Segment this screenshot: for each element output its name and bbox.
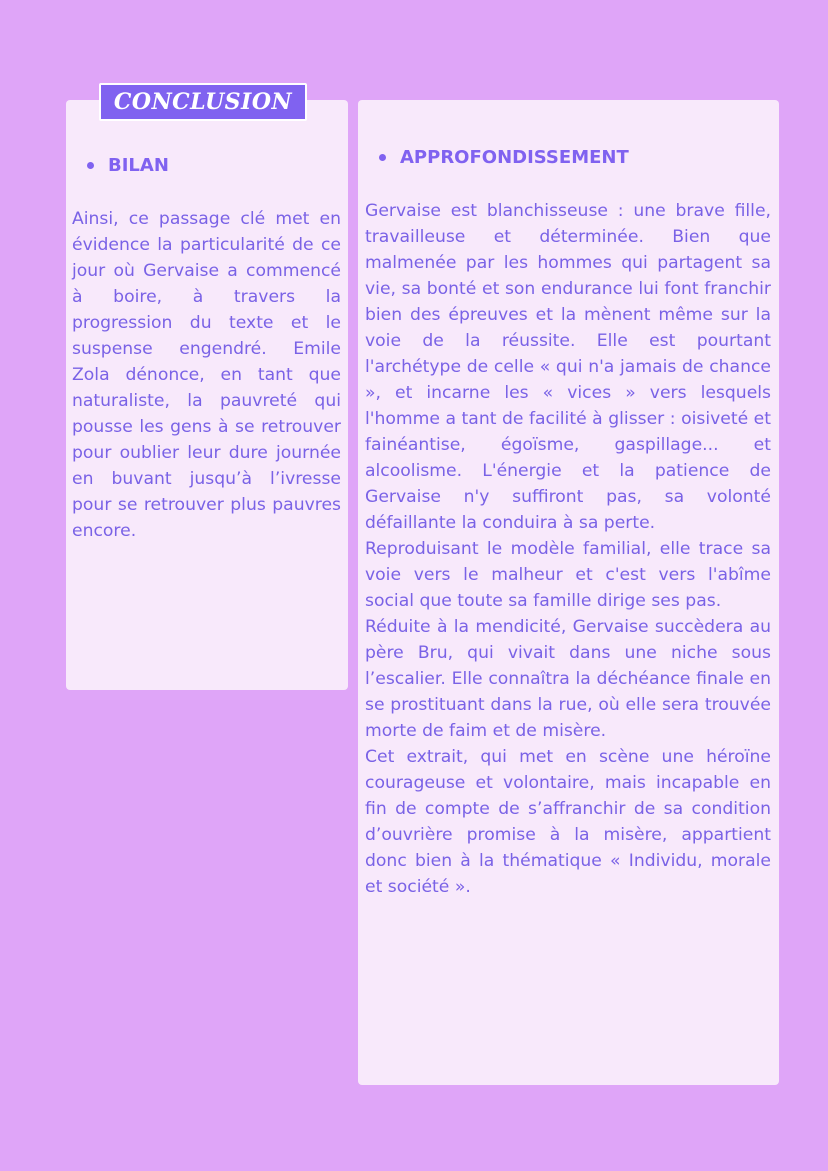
- conclusion-title-badge: [99, 83, 307, 121]
- approfondissement-heading-label: APPROFONDISSEMENT: [400, 147, 629, 168]
- approfondissement-paragraph: Cet extrait, qui met en scène une héroïne courageuse et volontaire, mais incapable en fin de compte de s’affranchir de sa condition d’ouvrière promise à la misère, appartient donc bien à la thématique « Individu, morale et société ».: [365, 747, 771, 897]
- conclusion-title: CONCLUSION: [113, 89, 293, 115]
- approfondissement-text: [365, 198, 771, 900]
- bullet-icon: [379, 154, 386, 161]
- bilan-heading-label: BILAN: [108, 155, 169, 176]
- approfondissement-paragraph: Reproduisant le modèle familial, elle trace sa voie vers le malheur et c'est vers l'abîme social que toute sa famille dirige ses pas.: [365, 539, 771, 611]
- bullet-icon: [87, 162, 94, 169]
- approfondissement-paragraph: Gervaise est blanchisseuse : une brave fille, travailleuse et déterminée. Bien que malmenée par les hommes qui partagent sa vie, sa bonté et son endurance lui font franchir bien des épreuves et la mènent même sur la voie de la réussite. Elle est pourtant l'archétype de celle « qui n'a jamais de chance », et incarne les « vices » vers lesquels l'homme a tant de facilité à glisser : oisiveté et fainéantise, égoïsme, gaspillage... et alcoolisme. L'énergie et la patience de Gervaise n'y suffiront pas, sa volonté défaillante la conduira à sa perte.: [365, 201, 771, 533]
- bilan-text: Ainsi, ce passage clé met en évidence la particularité de ce jour où Gervaise a commencé à boire, à travers la progression du texte et le suspense engendré. Emile Zola dénonce, en tant que naturaliste, la pauvreté qui pousse les gens à se retrouver pour oublier leur dure journée en buvant jusqu’à l’ivresse pour se retrouver plus pauvres encore.: [72, 209, 341, 541]
- approfondissement-heading: [379, 147, 629, 168]
- bilan-heading: [87, 155, 169, 176]
- approfondissement-paragraph: Réduite à la mendicité, Gervaise succèdera au père Bru, qui vivait dans une niche sous l’escalier. Elle connaîtra la déchéance finale en se prostituant dans la rue, où elle sera trouvée morte de faim et de misère.: [365, 617, 771, 741]
